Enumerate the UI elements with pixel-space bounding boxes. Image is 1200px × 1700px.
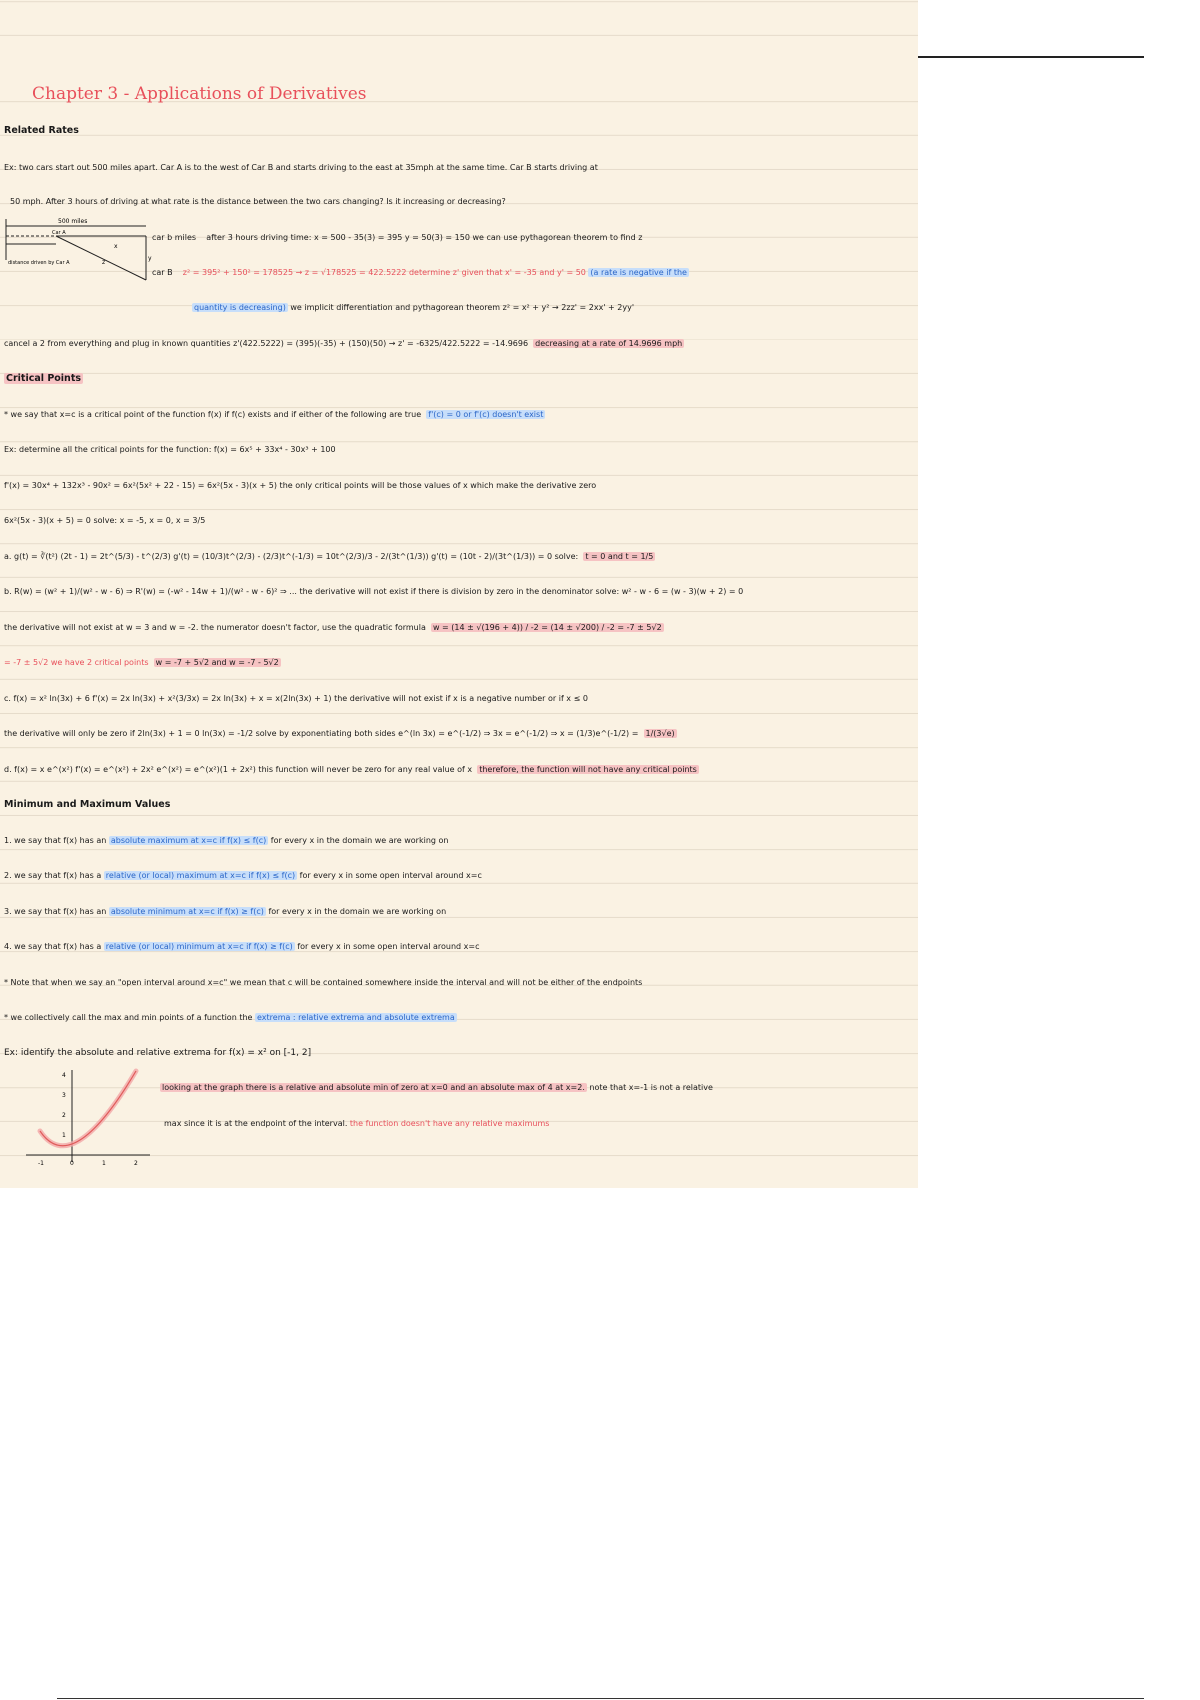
note-text: for every x in some open interval around x=c (297, 942, 480, 951)
section-heading-critical-points (4, 373, 83, 385)
y-tick-label: 2 (62, 1112, 66, 1119)
highlight-red: w = (14 ± √(196 + 4)) / -2 = (14 ± √200) / -2 = -7 ± 5√2 (432, 623, 662, 632)
graph-curve (40, 1071, 136, 1146)
diagram-label-x: x (114, 243, 118, 250)
cars-diagram (2, 214, 152, 286)
note-line (152, 232, 642, 244)
note-line: * Note that when we say an "open interval around x=c" we mean that c will be contained somewhere inside the interval and will not be either of the endpoints (4, 978, 643, 987)
note-line (160, 1082, 713, 1094)
highlight-red: 1/(3√e) (645, 729, 675, 738)
note-text: d. f(x) = x e^(x²) f'(x) = e^(x²) + 2x² e^(x²) = e^(x²)(1 + 2x²) this function will never be zero for any real value of x (4, 765, 473, 774)
note-text: 2. we say that f(x) has a (4, 871, 102, 880)
section-heading-related-rates: Related Rates (4, 125, 79, 136)
note-line: 50 mph. After 3 hours of driving at what rate is the distance between the two cars changing? Is it increasing or decreasing? (10, 197, 506, 206)
note-text: z² = 395² + 150² = 178525 → z = √178525 = 422.5222 determine z' given that x' = -35 and y' = 50 (182, 268, 586, 277)
y-tick-label: 1 (62, 1132, 66, 1139)
page-title: Chapter 3 - Applications of Derivatives (32, 84, 367, 104)
highlight-red: looking at the graph there is a relative and absolute min of zero at x=0 and an absolute max of 4 at x=2. (162, 1083, 585, 1092)
section-heading-min-max: Minimum and Maximum Values (4, 799, 171, 810)
note-text: * we collectively call the max and min points of a function the (4, 1013, 253, 1022)
x-tick-label: 2 (134, 1160, 138, 1167)
diagram-label-y: y (148, 255, 152, 262)
highlight-red: w = -7 + 5√2 and w = -7 - 5√2 (155, 658, 279, 667)
car-label: car B (152, 268, 173, 277)
highlight-blue: (a rate is negative if the (590, 268, 687, 277)
note-text: note that x=-1 is not a relative (589, 1083, 713, 1092)
y-tick-label: 3 (62, 1092, 66, 1099)
highlight-blue: extrema : relative extrema and absolute extrema (257, 1013, 455, 1022)
note-line: Ex: identify the absolute and relative extrema for f(x) = x² on [-1, 2] (4, 1048, 312, 1058)
note-line: Ex: two cars start out 500 miles apart. Car A is to the west of Car B and starts driving to the east at 35mph at the same time. Car B starts driving at (4, 163, 598, 172)
note-line: f'(x) = 30x⁴ + 132x³ - 90x² = 6x²(5x² + 22 - 15) = 6x²(5x - 3)(x + 5) the only critical points will be those values of x which make the derivative zero (4, 481, 597, 490)
diagram-label-z: z (102, 259, 106, 266)
note-line (4, 728, 677, 740)
note-line (4, 906, 446, 918)
note-line (4, 1012, 457, 1024)
note-line (4, 941, 480, 953)
note-text: after 3 hours driving time: x = 500 - 35(3) = 395 y = 50(3) = 150 we can use pythagorean theorem to find z (206, 233, 643, 242)
note-line (4, 622, 664, 634)
note-text: for every x in the domain we are working on (268, 907, 447, 916)
note-text: for every x in some open interval around x=c (299, 871, 482, 880)
diagram-line (56, 236, 146, 280)
highlight-blue: f'(c) = 0 or f'(c) doesn't exist (428, 410, 544, 419)
note-text: the function doesn't have any relative maximums (349, 1119, 550, 1128)
highlight-red: decreasing at a rate of 14.9696 mph (535, 339, 683, 348)
note-line (192, 302, 634, 314)
header-rule (918, 56, 1144, 58)
note-line: c. f(x) = x² ln(3x) + 6 f'(x) = 2x ln(3x) + x²(3/3x) = 2x ln(3x) + x = x(2ln(3x) + 1) the derivative will not exist if x is a negative number or if x ≤ 0 (4, 694, 588, 703)
x-tick-label: 0 (70, 1160, 74, 1167)
parabola-graph (24, 1068, 154, 1170)
diagram-label-top: 500 miles (58, 218, 88, 225)
note-line (164, 1118, 549, 1130)
highlight-red: Critical Points (6, 373, 82, 384)
note-line (152, 267, 689, 279)
note-text: * we say that x=c is a critical point of the function f(x) if f(c) exists and if either of the following are true (4, 410, 422, 419)
highlight-blue: relative (or local) minimum at x=c if f(x) ≥ f(c) (105, 942, 293, 951)
highlight-blue: absolute minimum at x=c if f(x) ≥ f(c) (110, 907, 264, 916)
note-line: b. R(w) = (w² + 1)/(w² - w - 6) ⇒ R'(w) = (-w² - 14w + 1)/(w² - w - 6)² ⇒ ... the derivative will not exist if there is division by zero in the denominator solve: w² - w - 6 = (w - 3)(w + 2) = 0 (4, 587, 744, 596)
note-text: 1. we say that f(x) has an (4, 836, 107, 845)
note-line (4, 551, 655, 563)
note-line (4, 409, 545, 421)
note-text: the derivative will not exist at w = 3 and w = -2. the numerator doesn't factor, use the quadratic formula (4, 623, 426, 632)
note-line (4, 657, 281, 669)
highlight-blue: relative (or local) maximum at x=c if f(x) ≤ f(c) (105, 871, 296, 880)
note-text: 3. we say that f(x) has an (4, 907, 107, 916)
note-line: 6x²(5x - 3)(x + 5) = 0 solve: x = -5, x = 0, x = 3/5 (4, 516, 206, 525)
x-tick-label: 1 (102, 1160, 106, 1167)
car-label: car b miles (152, 233, 197, 242)
note-text: the derivative will only be zero if 2ln(3x) + 1 = 0 ln(3x) = -1/2 solve by exponentiating both sides e^(ln 3x) = e^(-1/2) ⇒ 3x = e^(-1/2) ⇒ x = (1/3)e^(-1/2) = (4, 729, 639, 738)
note-text: max since it is at the endpoint of the interval. (164, 1119, 348, 1128)
note-text: a. g(t) = ∛(t²) (2t - 1) = 2t^(5/3) - t^(2/3) g'(t) = (10/3)t^(2/3) - (2/3)t^(-1/3) = 10t^(2/3)/3 - 2/(3t^(1/3)) g'(t) = (10t - 2)/(3t^(1/3)) = 0 solve: (4, 552, 579, 561)
note-text: = -7 ± 5√2 we have 2 critical points (4, 658, 149, 667)
note-text: for every x in the domain we are working on (270, 836, 449, 845)
highlight-blue: quantity is decreasing) (194, 303, 286, 312)
note-line (4, 870, 482, 882)
note-line: Ex: determine all the critical points for the function: f(x) = 6x⁵ + 33x⁴ - 30x³ + 100 (4, 445, 336, 454)
highlight-red: therefore, the function will not have any critical points (479, 765, 697, 774)
footer-rule (57, 1698, 1144, 1699)
y-tick-label: 4 (62, 1072, 66, 1079)
note-line (4, 764, 699, 776)
note-text: 4. we say that f(x) has a (4, 942, 102, 951)
x-tick-label: -1 (38, 1160, 44, 1167)
note-line (4, 835, 448, 847)
diagram-label-side: distance driven by Car A (8, 260, 70, 266)
note-line (4, 338, 684, 350)
highlight-red: t = 0 and t = 1/5 (585, 552, 654, 561)
highlight-blue: absolute maximum at x=c if f(x) ≤ f(c) (110, 836, 267, 845)
note-text: we implicit differentiation and pythagorean theorem z² = x² + y² → 2zz' = 2xx' + 2yy' (290, 303, 635, 312)
diagram-label-car-a: Car A (52, 230, 66, 236)
note-text: cancel a 2 from everything and plug in known quantities z'(422.5222) = (395)(-35) + (150)(50) → z' = -6325/422.5222 = -14.9696 (4, 339, 529, 348)
